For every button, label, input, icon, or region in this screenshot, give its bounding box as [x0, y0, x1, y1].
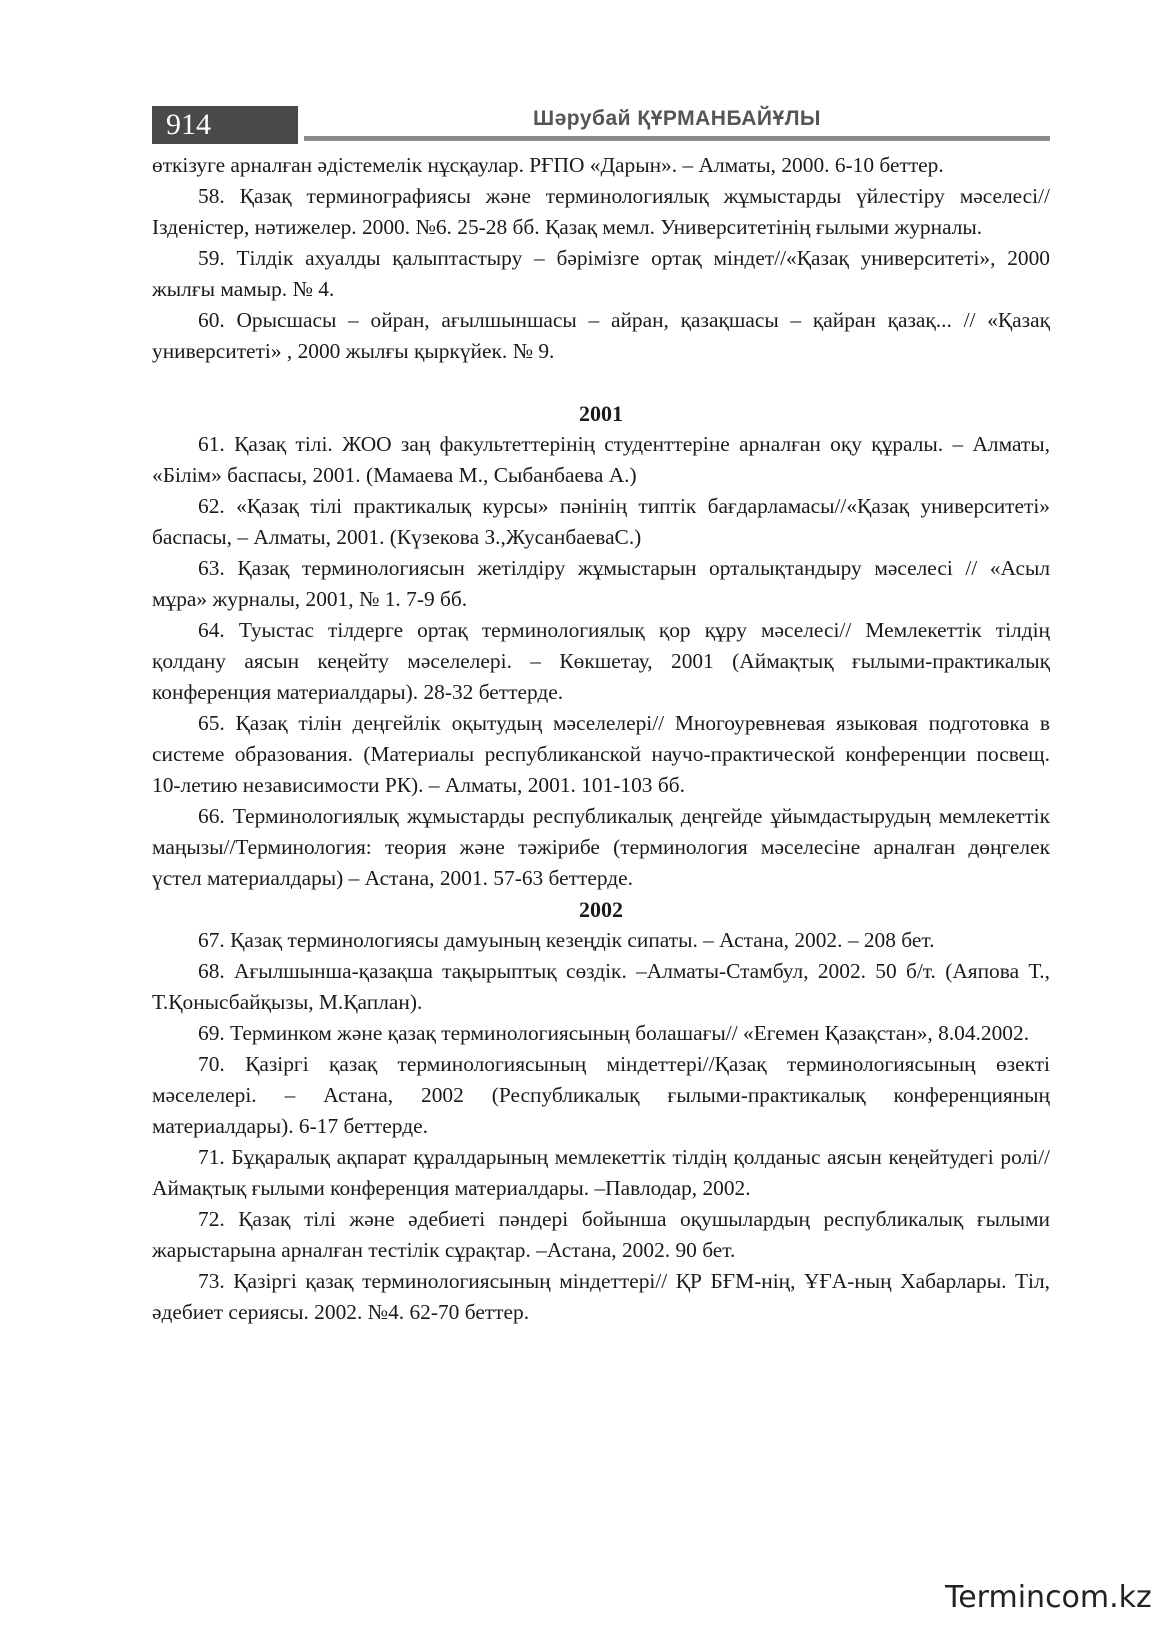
list-item: 64. Туыстас тілдерге ортақ терминологиялық қор құру мәселесі// Мемлекеттік тілдің қолдану аясын кеңейту мәселелері. – Көкшетау, 2001 (Аймақтық ғылыми-практикалық конференция материалдары). 28-32 беттерде.: [152, 618, 1050, 704]
list-item: 71. Бұқаралық ақпарат құралдарының мемлекеттік тілдің қолданыс аясын кеңейтудегі ролі// Аймақтық ғылыми конференция материалдары. –Павлодар, 2002.: [152, 1145, 1050, 1200]
list-item: 73. Қазіргі қазақ терминологиясының міндеттері// ҚР БҒМ-нің, ҰҒА-ның Хабарлары. Тіл, әдебиет сериясы. 2002. №4. 62-70 беттер.: [152, 1269, 1050, 1324]
list-item: 65. Қазақ тілін деңгейлік оқытудың мәселелері// Многоуревневая языковая подготовка в системе образования. (Материалы республиканской научо-практической конференции посвещ. 10-летию независимости РК). – Алматы, 2001. 101-103 бб.: [152, 711, 1050, 797]
intro-continuation: өткізуге арналған әдістемелік нұсқаулар. РҒПО «Дарын». – Алматы, 2000. 6-10 беттер.: [152, 153, 944, 177]
list-item: 60. Орысшасы – ойран, ағылшыншасы – айран, қазақшасы – қайран қазақ... // «Қазақ университеті» , 2000 жылғы қыркүйек. № 9.: [152, 308, 1050, 363]
list-item: 67. Қазақ терминологиясы дамуының кезеңдік сипаты. – Астана, 2002. – 208 бет.: [198, 928, 935, 952]
page-number-box: [152, 106, 298, 144]
list-item: 70. Қазіргі қазақ терминологиясының міндеттері//Қазақ терминологиясының өзекті мәселелері. – Астана, 2002 (Республикалық ғылыми-практикалық конференцияның материалдары). 6-17 беттерде.: [152, 1052, 1050, 1138]
page-number: 914: [166, 108, 211, 141]
list-item: 62. «Қазақ тілі практикалық курсы» пәнінің типтік бағдарламасы//«Қазақ университеті» баспасы, – Алматы, 2001. (Күзекова З.,ЖусанбаеваС.): [152, 494, 1050, 549]
list-item: 58. Қазақ терминографиясы және терминологиялық жұмыстарды үйлестіру мәселесі//Ізденістер, нәтижелер. 2000. №6. 25-28 бб. Қазақ мемл. Университетінің ғылыми журналы.: [152, 184, 1050, 239]
list-item: 72. Қазақ тілі және әдебиеті пәндері бойынша оқушылардың республикалық ғылыми жарыстарына арналған тестілік сұрақтар. –Астана, 2002. 90 бет.: [152, 1207, 1050, 1262]
header-rule: [304, 136, 1050, 141]
list-item: 59. Тілдік ахуалды қалыптастыру – бәрімізге ортақ міндет//«Қазақ университеті», 2000 жылғы мамыр. № 4.: [152, 246, 1050, 301]
running-title: Шәрубай ҚҰРМАНБАЙҰЛЫ: [533, 107, 821, 130]
list-item: 63. Қазақ терминологиясын жетілдіру жұмыстарын орталықтандыру мәселесі // «Асыл мұра» журналы, 2001, № 1. 7-9 бб.: [152, 556, 1050, 611]
page-content: [152, 150, 1050, 1328]
list-item: 66. Терминологиялық жұмыстарды республикалық деңгейде ұйымдастырудың мемлекеттік маңызы//Терминология: теория және тәжірибе (терминология мәселесіне арналған дөңгелек үстел материалдары) – Астана, 2001. 57-63 беттерде.: [152, 804, 1050, 890]
year-heading-2001: 2001: [579, 401, 623, 426]
page-header: [152, 106, 1050, 144]
list-item: 68. Ағылшынша-қазақша тақырыптық сөздік. –Алматы-Стамбул, 2002. 50 б/т. (Аяпова Т., Т.Қонысбайқызы, М.Қаплан).: [152, 959, 1050, 1014]
list-item: 61. Қазақ тілі. ЖОО заң факультеттерінің студенттеріне арналған оқу құралы. – Алматы, «Білім» баспасы, 2001. (Мамаева М., Сыбанбаева А.): [152, 432, 1050, 487]
year-heading-2002: 2002: [579, 897, 623, 922]
list-item: 69. Терминком және қазақ терминологиясының болашағы// «Егемен Қазақстан», 8.04.2002.: [198, 1021, 1030, 1045]
watermark-logo: Termincom.kz: [945, 1580, 1152, 1615]
